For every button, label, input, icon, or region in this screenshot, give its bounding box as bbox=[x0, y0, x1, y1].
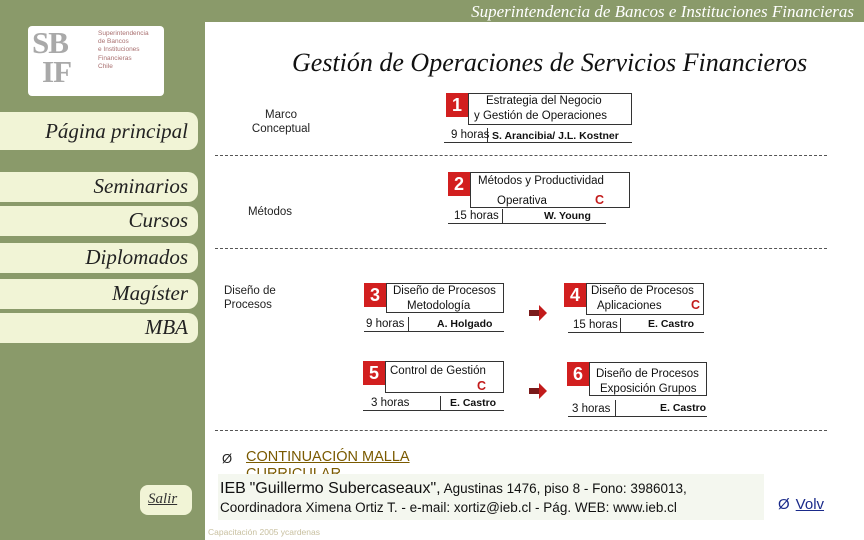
module-title-line2: Aplicaciones bbox=[597, 300, 662, 312]
footer-info bbox=[218, 474, 764, 520]
module-hours: 3 horas bbox=[371, 397, 410, 409]
nav-label-mba: MBA bbox=[144, 315, 188, 339]
back-label: Volv bbox=[795, 496, 825, 513]
continuation-link[interactable]: CONTINUACIÓN MALLA bbox=[246, 449, 410, 465]
module-underline bbox=[444, 142, 632, 143]
section-metodos: Métodos bbox=[247, 206, 293, 218]
nav-label-magister: Magíster bbox=[112, 281, 188, 305]
bullet-arrow-icon: Ø bbox=[778, 496, 790, 513]
logo-mark-bottom: IF bbox=[42, 54, 71, 89]
module-underline bbox=[363, 410, 504, 411]
module-divider bbox=[620, 318, 621, 332]
module-title-line1: Estrategia del Negocio bbox=[486, 95, 602, 107]
module-divider bbox=[408, 317, 409, 331]
module-number: 3 bbox=[364, 283, 386, 307]
module-instructor: E. Castro bbox=[660, 402, 707, 414]
module-title-line2: Metodología bbox=[407, 300, 471, 312]
footer-address-rest: Agustinas 1476, piso 8 - Fono: 3986013, bbox=[440, 481, 687, 496]
nav-item-home[interactable] bbox=[0, 112, 198, 150]
sidebar bbox=[0, 0, 205, 540]
logo-line: de Bancos bbox=[98, 38, 129, 46]
section-marco-conceptual: Marco Conceptual bbox=[251, 109, 311, 135]
header-bar bbox=[205, 0, 864, 22]
logo-line: e Instituciones bbox=[98, 46, 140, 54]
sbif-logo[interactable] bbox=[28, 26, 164, 96]
module-title-line1: Control de Gestión bbox=[390, 365, 486, 377]
module-title-line1: Diseño de Procesos bbox=[591, 285, 694, 297]
nav-item-magister[interactable] bbox=[0, 279, 198, 309]
section-diseno-procesos: Diseño de Procesos bbox=[224, 285, 276, 311]
module-underline bbox=[568, 332, 704, 333]
module-hours: 3 horas bbox=[572, 403, 611, 415]
module-number: 1 bbox=[446, 93, 468, 117]
module-title-line1: Métodos y Productividad bbox=[478, 175, 604, 187]
nav-label-diplomados: Diplomados bbox=[85, 245, 188, 269]
logo-line: Superintendencia bbox=[98, 30, 149, 37]
module-title-line1: Diseño de Procesos bbox=[596, 368, 699, 380]
arrow-right-icon bbox=[529, 305, 547, 321]
nav-label-seminarios: Seminarios bbox=[93, 174, 188, 198]
logo-line: Financieras bbox=[98, 54, 132, 62]
footer-ieb: IEB bbox=[220, 480, 246, 497]
logo-text bbox=[98, 30, 162, 71]
module-underline bbox=[448, 223, 606, 224]
separator-2 bbox=[215, 248, 827, 249]
credit-text: Capacitación 2005 ycardenas bbox=[208, 527, 320, 537]
nav-label-home: Página principal bbox=[45, 119, 188, 143]
logo-mark-top: SB bbox=[32, 25, 68, 60]
footer-institute: "Guillermo Subercaseaux", bbox=[249, 480, 441, 497]
footer-contact: Coordinadora Ximena Ortiz T. - e-mail: xortiz@ieb.cl - Pág. WEB: www.ieb.cl bbox=[220, 500, 677, 515]
footer-address bbox=[220, 480, 687, 498]
separator-1 bbox=[215, 155, 827, 156]
module-instructor: E. Castro bbox=[648, 318, 695, 330]
module-instructor: S. Arancibia/ J.L. Kostner bbox=[492, 130, 619, 142]
module-number: 4 bbox=[564, 283, 586, 307]
exit-label: Salir bbox=[148, 491, 178, 507]
module-underline bbox=[364, 331, 504, 332]
module-instructor: W. Young bbox=[544, 210, 591, 222]
module-divider bbox=[440, 396, 441, 410]
header-title: Superintendencia de Bancos e Instituciones Financieras bbox=[471, 2, 854, 21]
module-hours: 9 horas bbox=[451, 129, 490, 141]
page-title: Gestión de Operaciones de Servicios Financieros bbox=[292, 48, 808, 77]
module-number: 2 bbox=[448, 172, 470, 196]
module-hours: 15 horas bbox=[454, 210, 499, 222]
module-mark: C bbox=[477, 379, 487, 393]
nav-item-mba[interactable] bbox=[0, 313, 198, 343]
module-divider bbox=[615, 400, 616, 416]
module-mark: C bbox=[691, 298, 701, 312]
module-instructor: E. Castro bbox=[450, 397, 497, 409]
module-title-line1: Diseño de Procesos bbox=[393, 285, 496, 297]
module-number: 6 bbox=[567, 362, 589, 386]
module-hours: 9 horas bbox=[366, 318, 405, 330]
module-mark: C bbox=[595, 193, 605, 207]
module-title-line2: Operativa bbox=[497, 195, 547, 207]
nav-label-cursos: Cursos bbox=[128, 208, 188, 232]
logo-line: Chile bbox=[98, 62, 113, 70]
bullet-arrow-icon: Ø bbox=[222, 451, 233, 466]
module-title-line2: Exposición Grupos bbox=[600, 383, 697, 395]
nav-item-seminarios[interactable] bbox=[0, 172, 198, 202]
module-instructor: A. Holgado bbox=[437, 318, 493, 330]
back-link[interactable] bbox=[778, 496, 824, 513]
separator-3 bbox=[215, 430, 827, 431]
nav-item-diplomados[interactable] bbox=[0, 243, 198, 273]
exit-button[interactable] bbox=[140, 485, 192, 515]
module-divider bbox=[502, 209, 503, 223]
nav-item-cursos[interactable] bbox=[0, 206, 198, 236]
logo-mark bbox=[32, 25, 94, 94]
arrow-right-icon bbox=[529, 383, 547, 399]
module-underline bbox=[568, 416, 707, 417]
module-hours: 15 horas bbox=[573, 319, 618, 331]
module-title-line2: y Gestión de Operaciones bbox=[474, 110, 607, 122]
module-number: 5 bbox=[363, 361, 385, 385]
